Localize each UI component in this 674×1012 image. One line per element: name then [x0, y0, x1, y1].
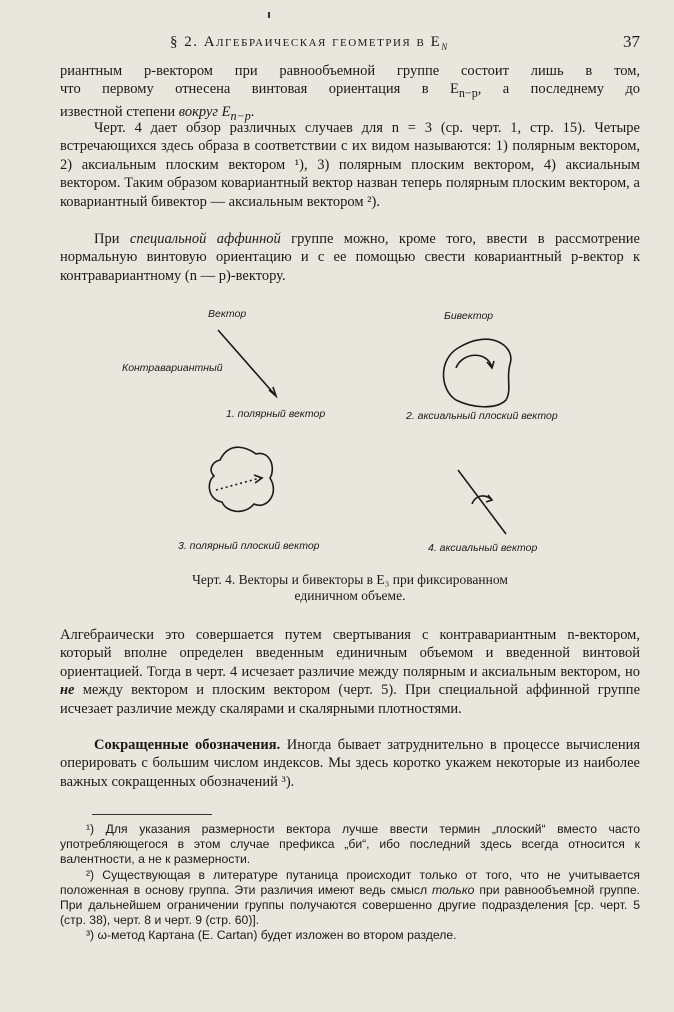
axial-vector-line: [458, 470, 506, 534]
polar-plane-vector-curve: [209, 447, 273, 511]
label-contravariant: Контравариантный: [122, 362, 223, 374]
label-polar-plane-vector: 3. полярный плоский вектор: [178, 540, 320, 552]
paragraph-continuation: риантным p-вектором при равнообъемной группе состоит лишь в том, что первому отнесена винтовая ориентация в $E_{n-p}$, а последнему до известной степени вокруг $E_{n-p}$.: [60, 63, 641, 123]
section-heading: Сокращенные обозначения.: [94, 737, 281, 753]
label-bivector: Бивектор: [444, 310, 494, 322]
paragraph-abbreviations: Сокращенные обозначения. Иногда бывает затруднительно в процессе вычисления оперировать с большим числом индексов. Мы здесь коротко укажем некоторые из наиболее важных сокращенных обозначений ³).: [60, 737, 641, 790]
axial-plane-vector-curve: [444, 339, 511, 407]
footnote-1: ¹) Для указания размерности вектора лучше ввести термин „плоский“ вместо часто употребляющегося в этом случае префикса „би“, ибо последний здесь всегда относится к валентности, а не к размерности.: [60, 822, 640, 867]
label-axial-vector: 4. аксиальный вектор: [428, 542, 538, 554]
header-title: § 2. Алгебраическая геометрия в $E_n$: [170, 34, 449, 53]
label-axial-plane-vector: 2. аксиальный плоский вектор: [406, 410, 558, 422]
footnote-3: ³) ω-метод Картана (E. Cartan) будет изложен во втором разделе.: [86, 928, 457, 943]
figure-4: [60, 298, 640, 566]
polar-vector-arrow: [218, 330, 276, 396]
dotted-vector: [216, 478, 260, 490]
figure-drawing: [60, 298, 640, 566]
print-mark: [268, 12, 270, 18]
label-vector: Вектор: [208, 308, 247, 320]
figure-caption: Черт. 4. Векторы и бивекторы в E₃ при фиксированном единичном объеме.: [192, 572, 508, 603]
paragraph-algebraic: Алгебраически это совершается путем свертывания с контравариантным n-вектором, который вполне определен введенным единичным объемом и введенной винтовой ориентацией. Тогда в черт. 4 исчезает различие между полярным и аксиальным вектором, но не между вектором и плоским вектором (черт. 5). При специальной аффинной группе исчезает различие между скалярами и скалярными плотностями.: [60, 627, 640, 717]
footnotes: [60, 822, 640, 944]
footnote-2: ²) Существующая в литературе путаница происходит только от того, что не учитывается положенная в основу группа. Эти различия имеют ведь смысл только при равнообъемной группе. При дальнейшем ограничении группы получаются совершенно другие подразделения [ср. черт. 5 (стр. 38), черт. 8 и черт. 9 (стр. 60)].: [60, 867, 640, 928]
page-number: 37: [623, 32, 640, 51]
running-header: [60, 34, 640, 56]
paragraph-figure-overview: Черт. 4 дает обзор различных случаев для n = 3 (ср. черт. 1, стр. 15). Четыре встречающихся здесь образа в соответствии с их видом называются: 1) полярным вектором, 2) аксиальным плоским вектором ¹), 3) полярным плоским вектором, 4) аксиальным вектором. Таким образом ковариантный вектор назван теперь полярным плоским вектором, а ковариантный бивектор — аксиальным вектором ²).: [60, 120, 640, 210]
paragraph-special-affine: При специальной аффинной группе можно, кроме того, ввести в рассмотрение нормальную винтовую ориентацию и с ее помощью свести ковариантный p-вектор к контравариантному (n — p)-вектору.: [60, 231, 640, 284]
label-polar-vector: 1. полярный вектор: [226, 408, 326, 420]
footnote-rule: [92, 814, 212, 815]
rotation-arrow: [456, 355, 492, 368]
